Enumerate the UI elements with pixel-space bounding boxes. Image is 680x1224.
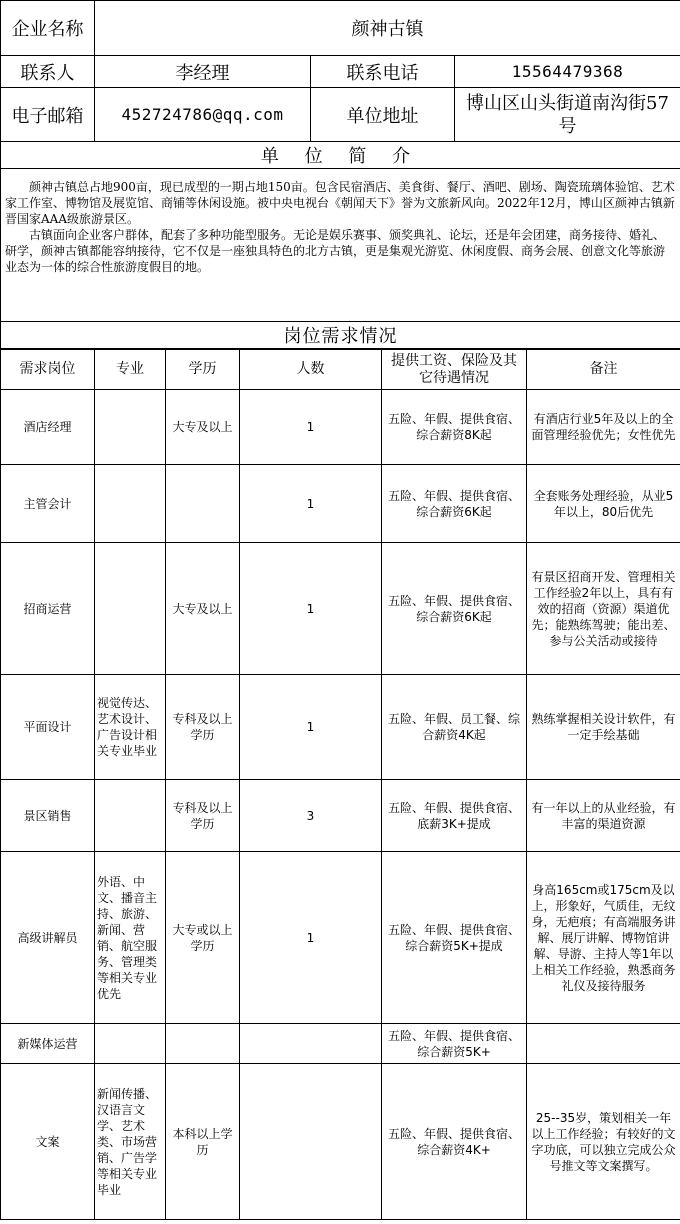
header-benefits: 提供工资、保险及其它待遇情况 <box>382 350 527 390</box>
email-value: 452724786@qq.com <box>95 88 311 142</box>
job-notes: 有景区招商开发、管理相关工作经验2年以上，具有有效的招商（资源）渠道优先；能熟练驾驶；能出差、参与公关活动或接待 <box>527 543 680 675</box>
header-major: 专业 <box>95 350 166 390</box>
job-notes: 全套账务处理经验，从业5年以上，80后优先 <box>527 465 680 543</box>
company-name-row <box>1 1 680 56</box>
job-major <box>95 390 166 465</box>
job-count <box>240 1064 382 1220</box>
company-info-table <box>0 0 680 349</box>
job-education: 大专或以上学历 <box>166 852 240 1024</box>
job-major <box>95 1024 166 1064</box>
job-benefits: 五险、年假、提供食宿、综合薪资6K起 <box>382 465 527 543</box>
job-education <box>166 465 240 543</box>
job-notes: 有酒店行业5年及以上的全面管理经验优先；女性优先 <box>527 390 680 465</box>
job-education: 专科及以上学历 <box>166 780 240 852</box>
job-notes <box>527 1024 680 1064</box>
job-major <box>95 780 166 852</box>
job-education: 本科以上学历 <box>166 1064 240 1220</box>
job-benefits: 五险、年假、提供食宿、综合薪资8K起 <box>382 390 527 465</box>
table-row <box>1 1024 680 1064</box>
job-major: 视觉传达、艺术设计、广告设计相关专业毕业 <box>95 675 166 780</box>
job-count: 1 <box>240 675 382 780</box>
header-notes: 备注 <box>527 350 680 390</box>
email-address-row <box>1 88 680 142</box>
job-notes: 25--35岁，策划相关一年以上工作经验；有较好的文字功底，可以独立完成公众号推文等文案撰写。 <box>527 1064 680 1220</box>
intro-body-row <box>1 169 680 322</box>
jobs-table <box>0 349 680 1220</box>
job-count: 1 <box>240 390 382 465</box>
company-name-label: 企业名称 <box>1 1 95 56</box>
job-count: 3 <box>240 780 382 852</box>
table-row <box>1 465 680 543</box>
table-row <box>1 675 680 780</box>
job-count <box>240 1024 382 1064</box>
job-education: 大专及以上 <box>166 390 240 465</box>
job-position: 主管会计 <box>1 465 95 543</box>
intro-title-row <box>1 142 680 169</box>
table-row <box>1 1064 680 1220</box>
job-notes: 身高165cm或175cm及以上，形象好，气质佳，无纹身，无疤痕；有高端服务讲解、展厅讲解、博物馆讲解、导游、主持人等1年以上相关工作经验，熟悉商务礼仪及接待服务 <box>527 852 680 1024</box>
job-count: 1 <box>240 852 382 1024</box>
job-count: 1 <box>240 465 382 543</box>
job-notes: 熟练掌握相关设计软件，有一定手绘基础 <box>527 675 680 780</box>
job-position: 酒店经理 <box>1 390 95 465</box>
email-label: 电子邮箱 <box>1 88 95 142</box>
header-count: 人数 <box>240 350 382 390</box>
job-position: 平面设计 <box>1 675 95 780</box>
job-benefits: 五险、年假、提供食宿、综合薪资5K+提成 <box>382 852 527 1024</box>
job-benefits: 五险、年假、提供食宿、底薪3K+提成 <box>382 780 527 852</box>
job-major: 新闻传播、汉语言文学、艺术类、市场营销、广告学等相关专业毕业 <box>95 1064 166 1220</box>
job-major <box>95 543 166 675</box>
jobs-title: 岗位需求情况 <box>1 322 680 349</box>
header-position: 需求岗位 <box>1 350 95 390</box>
table-row <box>1 543 680 675</box>
phone-label: 联系电话 <box>311 56 455 88</box>
job-benefits: 五险、年假、提供食宿、综合薪资6K起 <box>382 543 527 675</box>
contact-value: 李经理 <box>95 56 311 88</box>
company-name-value: 颜神古镇 <box>95 1 680 56</box>
job-major <box>95 465 166 543</box>
contact-label: 联系人 <box>1 56 95 88</box>
table-row <box>1 780 680 852</box>
job-major: 外语、中文、播音主持、旅游、新闻、营销、航空服务、管理类等相关专业优先 <box>95 852 166 1024</box>
job-education: 大专及以上 <box>166 543 240 675</box>
job-position: 高级讲解员 <box>1 852 95 1024</box>
intro-paragraph: 颜神古镇总占地900亩，现已成型的一期占地150亩。包含民宿酒店、美食街、餐厅、酒吧、剧场、陶瓷琉璃体验馆、艺术家工作室、博物馆及展览馆、商铺等休闲设施。被中央电视台《朝闻天下》誉为文旅新风向。2022年12月，博山区颜神古镇新晋国家AAA级旅游景区。 <box>5 180 675 226</box>
contact-row <box>1 56 680 88</box>
intro-paragraph: 古镇面向企业客户群体，配套了多种功能型服务。无论是娱乐赛事、颁奖典礼、论坛，还是年会团建，商务接待、婚礼、研学，颜神古镇都能容纳接待，它不仅是一座独具特色的北方古镇，更是集观光游览、休闲度假、商务会展、创意文化等旅游业态为一体的综合性旅游度假目的地。 <box>5 228 666 274</box>
job-count: 1 <box>240 543 382 675</box>
job-education <box>166 1024 240 1064</box>
address-value: 博山区山头街道南沟街57号 <box>455 88 680 142</box>
phone-value: 15564479368 <box>455 56 680 88</box>
job-benefits: 五险、年假、提供食宿、综合薪资5K+ <box>382 1024 527 1064</box>
job-position: 景区销售 <box>1 780 95 852</box>
job-position: 新媒体运营 <box>1 1024 95 1064</box>
job-notes: 有一年以上的从业经验，有丰富的渠道资源 <box>527 780 680 852</box>
job-position: 文案 <box>1 1064 95 1220</box>
table-row <box>1 390 680 465</box>
job-benefits: 五险、年假、提供食宿、综合薪资4K+ <box>382 1064 527 1220</box>
job-benefits: 五险、年假、员工餐、综合薪资4K起 <box>382 675 527 780</box>
jobs-title-row <box>1 322 680 349</box>
job-position: 招商运营 <box>1 543 95 675</box>
intro-text <box>1 169 680 322</box>
job-education: 专科及以上学历 <box>166 675 240 780</box>
jobs-header-row <box>1 350 680 390</box>
intro-title: 单 位 简 介 <box>1 142 680 169</box>
address-label: 单位地址 <box>311 88 455 142</box>
header-education: 学历 <box>166 350 240 390</box>
table-row <box>1 852 680 1024</box>
